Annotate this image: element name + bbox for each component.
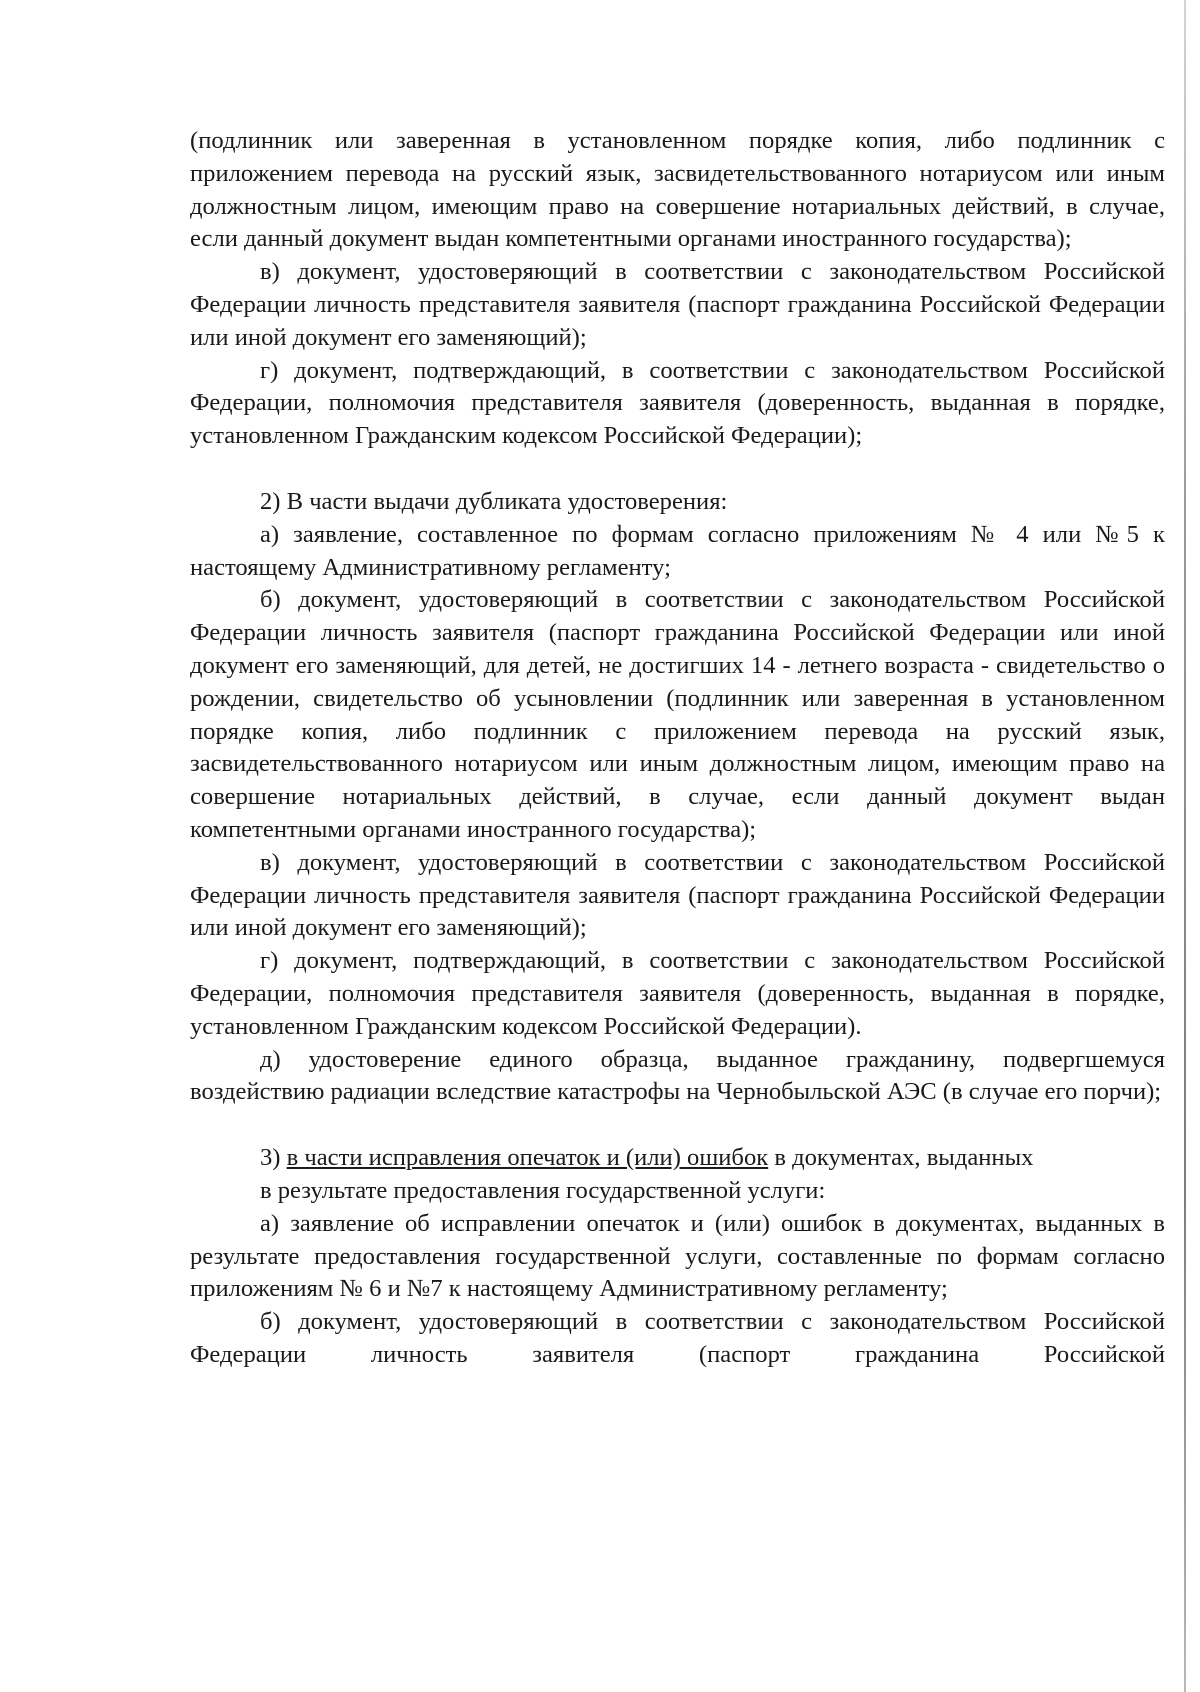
section-3-item-a: а) заявление об исправлении опечаток и (или) ошибок в документах, выданных в результате предоставления государственной услуги, составленные по формам согласно приложениям № 6 и №7 к настоящему Административному регламенту; — [190, 1209, 1165, 1303]
paragraph-item-v: в) документ, удостоверяющий в соответствии с законодательством Российской Федерации личность представителя заявителя (паспорт гражданина Российской Федерации или иной документ его заменяющий); — [190, 258, 1165, 351]
section-3-heading-rest: в документах, выданных — [768, 1144, 1034, 1172]
section-3-heading-line2: в результате предоставления государственной услуги: — [260, 1176, 826, 1204]
paragraph-continuation: (подлинник или заверенная в установленном порядке копия, либо подлинник с приложением перевода на русский язык, засвидетельствованного нотариусом или иным должностным лицом, имеющим право на совершение нотариальных действий, в случае, если данный документ выдан компетентными органами иностранного государства); — [190, 127, 1165, 253]
paragraph-item-g: г) документ, подтверждающий, в соответствии с законодательством Российской Федерации, полномочия представителя заявителя (доверенность, выданная в порядке, установленном Гражданским кодексом Российской Федерации); — [190, 356, 1165, 450]
section-3-underlined-text: в части исправления опечаток и (или) ошибок — [286, 1144, 769, 1172]
paragraph-gap — [190, 453, 1165, 486]
section-3-number: 3) — [260, 1144, 287, 1172]
paragraph-gap — [190, 1109, 1165, 1142]
section-3-heading — [190, 1142, 1165, 1175]
section-2-item-v: в) документ, удостоверяющий в соответствии с законодательством Российской Федерации личность представителя заявителя (паспорт гражданина Российской Федерации или иной документ его заменяющий); — [190, 848, 1165, 942]
section-3-item-b: б) документ, удостоверяющий в соответствии с законодательством Российской Федерации личность заявителя (паспорт гражданина Российской — [190, 1308, 1165, 1368]
section-2-item-b: б) документ, удостоверяющий в соответствии с законодательством Российской Федерации личность заявителя (паспорт гражданина Российской Федерации или иной документ его заменяющий, для детей, не достигших 14 - летнего возраста - свидетельство о рождении, свидетельство об усыновлении (подлинник или заверенная в установленном порядке копия, либо подлинник с приложением перевода на русский язык, засвидетельствованного нотариусом или иным должностным лицом, имеющим право на совершение нотариальных действий, в случае, если данный документ выдан компетентными органами иностранного государства); — [190, 586, 1165, 843]
section-2-item-d: д) удостоверение единого образца, выданное гражданину, подвергшемуся воздействию радиации вследствие катастрофы на Чернобыльской АЭС (в случае его порчи); — [190, 1045, 1165, 1106]
section-2-item-g: г) документ, подтверждающий, в соответствии с законодательством Российской Федерации, полномочия представителя заявителя (доверенность, выданная в порядке, установленном Гражданским кодексом Российской Федерации). — [190, 947, 1165, 1040]
document-body — [190, 125, 1165, 1372]
scan-edge-line — [1184, 0, 1186, 1692]
section-2-item-a: а) заявление, составленное по формам согласно приложениям № 4 или №5 к настоящему Административному регламенту; — [190, 520, 1165, 581]
section-2-heading: 2) В части выдачи дубликата удостоверения: — [260, 487, 728, 515]
